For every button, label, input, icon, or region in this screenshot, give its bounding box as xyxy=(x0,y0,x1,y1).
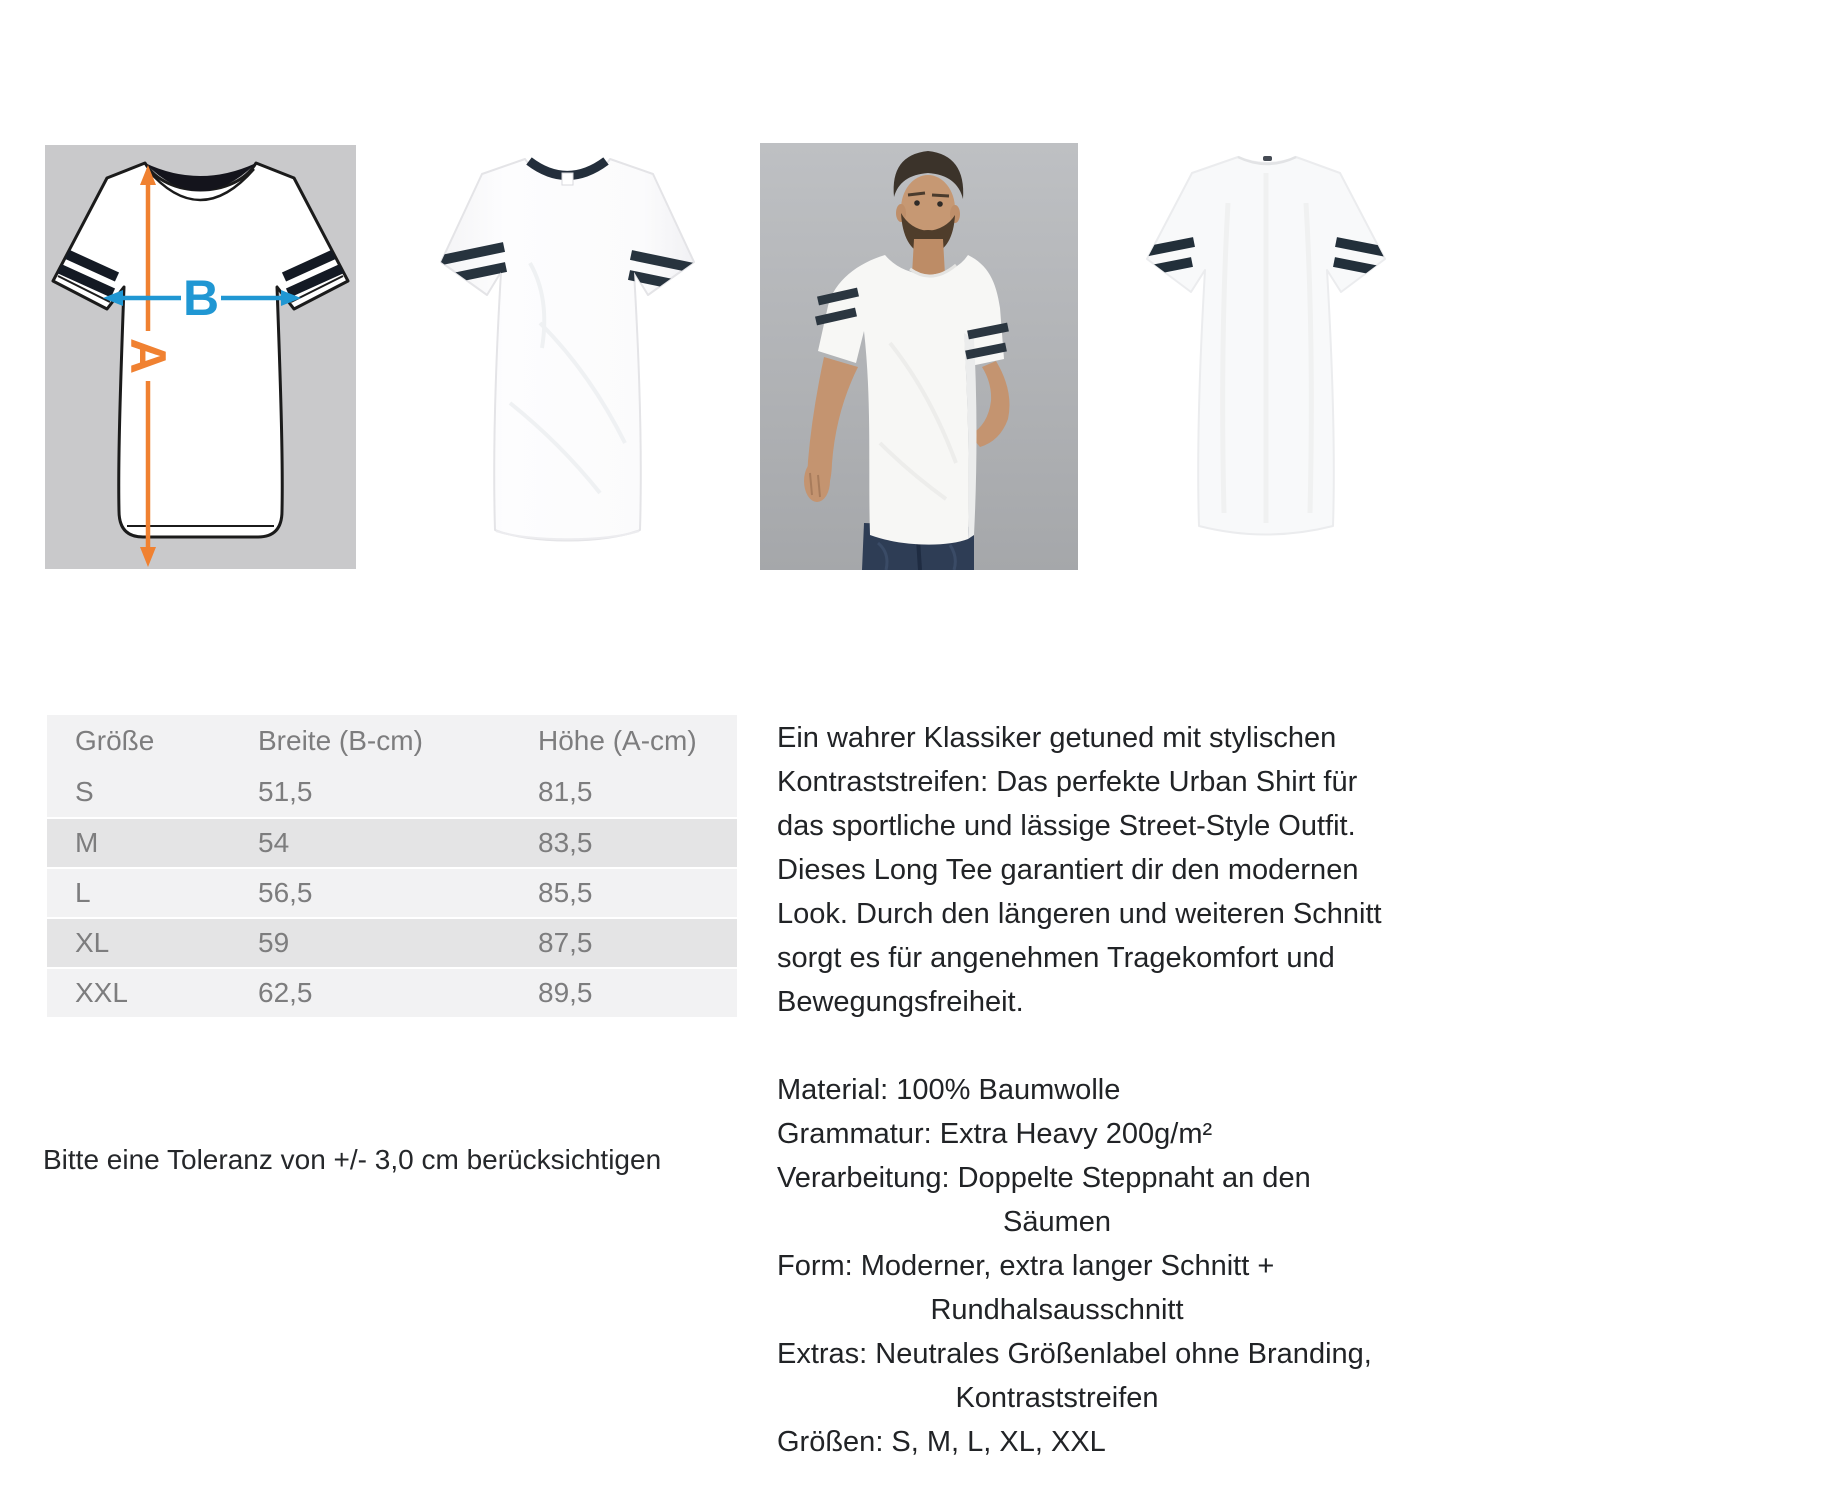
model-hand xyxy=(804,460,830,502)
tee-front-image xyxy=(390,143,745,570)
description-line: Look. Durch den längeren und weiteren Schnitt xyxy=(777,898,1382,930)
size-cell: L xyxy=(75,877,91,908)
width-cell: 54 xyxy=(258,827,290,858)
description-specs xyxy=(777,1068,1402,1464)
height-cell: 89,5 xyxy=(538,977,593,1008)
product-description xyxy=(777,716,1402,1464)
spec-line: Kontraststreifen xyxy=(955,1382,1159,1414)
spec-line: Material: 100% Baumwolle xyxy=(777,1074,1121,1106)
spec-line: Säumen xyxy=(1002,1206,1111,1238)
description-line: sorgt es für angenehmen Tragekomfort und xyxy=(777,942,1335,974)
model-photo xyxy=(760,143,1078,570)
model-mustache xyxy=(915,230,941,240)
size-row-S xyxy=(47,767,737,817)
spec-line: Form: Moderner, extra langer Schnitt + xyxy=(777,1250,1275,1282)
header-width: Breite (B-cm) xyxy=(258,725,423,756)
height-cell: 87,5 xyxy=(538,927,593,958)
front-tee-body xyxy=(441,159,694,541)
size-table-rows xyxy=(47,767,737,1017)
back-collar-notch xyxy=(1263,156,1272,161)
height-cell: 81,5 xyxy=(538,776,593,807)
size-row-XXL xyxy=(47,967,737,1017)
spec-line: Größen: S, M, L, XL, XXL xyxy=(777,1426,1106,1458)
size-cell: S xyxy=(75,776,94,807)
description-line: Kontraststreifen: Das perfekte Urban Shirt für xyxy=(777,766,1358,798)
size-cell: XXL xyxy=(75,977,128,1008)
size-cell: XL xyxy=(75,927,110,958)
header-size: Größe xyxy=(75,725,155,756)
height-label-a: A xyxy=(120,337,176,375)
model-eye-right xyxy=(937,201,943,207)
width-cell: 59 xyxy=(258,927,290,958)
spec-line: Rundhalsausschnitt xyxy=(930,1294,1184,1326)
size-cell: M xyxy=(75,827,99,858)
model-eye-left xyxy=(914,200,920,206)
header-height: Höhe (A-cm) xyxy=(538,725,697,756)
width-cell: 56,5 xyxy=(258,877,313,908)
tee-back-image xyxy=(1100,143,1430,570)
size-diagram-drawing xyxy=(45,145,356,569)
front-collar-label xyxy=(562,173,573,185)
width-label-b: B xyxy=(182,270,220,326)
size-table xyxy=(47,715,737,1017)
description-line: das sportliche und lässige Street-Style Outfit. xyxy=(777,810,1356,842)
description-line: Dieses Long Tee garantiert dir den modernen xyxy=(777,854,1359,886)
width-cell: 62,5 xyxy=(258,977,313,1008)
spec-line: Verarbeitung: Doppelte Steppnaht an den xyxy=(777,1162,1311,1194)
size-table-header xyxy=(47,715,737,767)
size-row-M xyxy=(47,817,737,867)
tee-front-drawing xyxy=(390,143,745,570)
description-intro xyxy=(777,716,1402,1024)
model-neck xyxy=(912,239,945,275)
tee-back-drawing xyxy=(1100,143,1430,570)
model-photo-drawing xyxy=(760,143,1078,570)
spec-line: Extras: Neutrales Größenlabel ohne Branding, xyxy=(777,1338,1372,1370)
height-cell: 85,5 xyxy=(538,877,593,908)
description-line: Bewegungsfreiheit. xyxy=(777,986,1024,1018)
size-row-L xyxy=(47,867,737,917)
width-cell: 51,5 xyxy=(258,776,313,807)
tolerance-note: Bitte eine Toleranz von +/- 3,0 cm berücksichtigen xyxy=(43,1144,662,1175)
height-cell: 83,5 xyxy=(538,827,593,858)
size-diagram-image xyxy=(45,145,356,569)
size-row-XL xyxy=(47,917,737,967)
spec-line: Grammatur: Extra Heavy 200g/m² xyxy=(777,1118,1213,1150)
description-line: Ein wahrer Klassiker getuned mit stylischen xyxy=(777,722,1337,754)
